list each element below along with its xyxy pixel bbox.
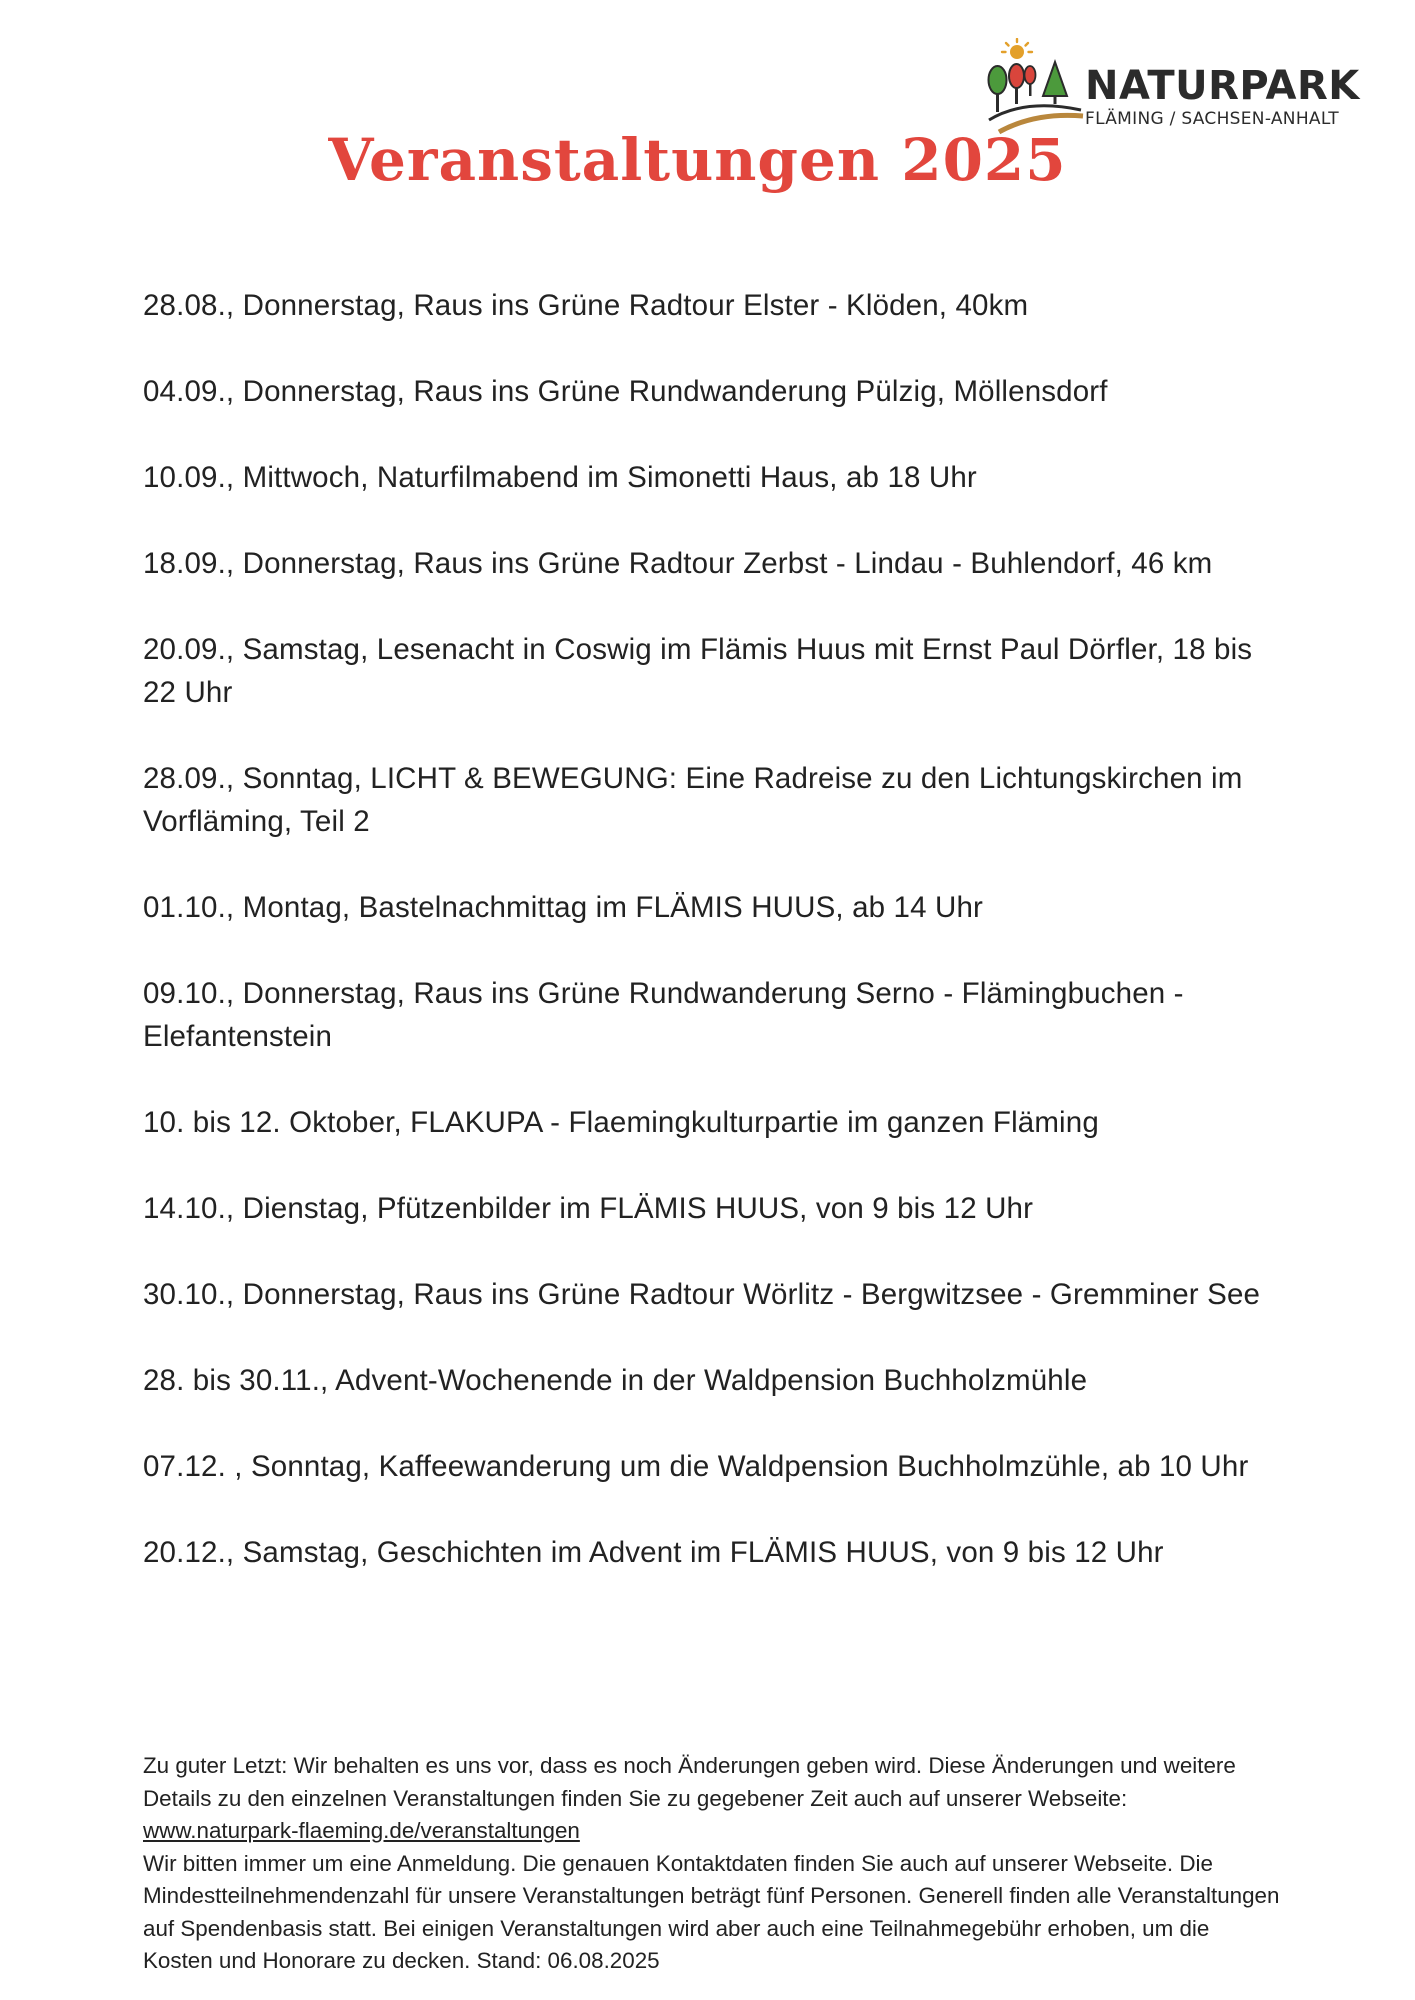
event-item: 10. bis 12. Oktober, FLAKUPA - Flaemingkulturpartie im ganzen Fläming	[143, 1106, 1099, 1139]
event-item: 01.10., Montag, Bastelnachmittag im FLÄMIS HUUS, ab 14 Uhr	[143, 891, 983, 924]
page-title: Veranstaltungen 2025	[328, 126, 1067, 194]
footer-notes	[143, 1750, 1283, 1978]
notes-paragraph	[143, 1750, 1283, 1848]
event-item: 20.09., Samstag, Lesenacht in Coswig im Flämis Huus mit Ernst Paul Dörfler, 18 bis 22 Uhr	[143, 633, 1253, 709]
event-item: 28.09., Sonntag, LICHT & BEWEGUNG: Eine Radreise zu den Lichtungskirchen im Vorfläming, Teil 2	[143, 762, 1243, 838]
event-item: 28.08., Donnerstag, Raus ins Grüne Radtour Elster - Klöden, 40km	[143, 289, 1029, 322]
naturpark-logo	[985, 38, 1385, 138]
event-list	[143, 284, 1283, 1617]
notes-intro: Zu guter Letzt: Wir behalten es uns vor, dass es noch Änderungen geben wird. Diese Änderungen und weitere Details zu den einzelnen Veranstaltungen finden Sie zu gegebener Zeit auch auf unserer Webseite:	[143, 1753, 1236, 1811]
naturpark-tree-sun-icon	[985, 38, 1085, 138]
event-item: 07.12. , Sonntag, Kaffeewanderung um die Waldpension Buchholmzühle, ab 10 Uhr	[143, 1450, 1249, 1483]
event-item: 28. bis 30.11., Advent-Wochenende in der Waldpension Buchholzmühle	[143, 1364, 1088, 1397]
notes-registration: Wir bitten immer um eine Anmeldung. Die genauen Kontaktdaten finden Sie auch auf unserer Webseite. Die Mindestteilnehmendenzahl für unsere Veranstaltungen beträgt fünf Personen. Generell finden alle Veranstaltungen auf Spendenbasis statt. Bei einigen Veranstaltungen wird aber auch eine Teilnahmegebühr erhoben, um die Kosten und Honorare zu decken. Stand: 06.08.2025	[143, 1850, 1280, 1973]
events-website-link[interactable]: www.naturpark-flaeming.de/veranstaltungen	[143, 1818, 580, 1843]
event-item: 18.09., Donnerstag, Raus ins Grüne Radtour Zerbst - Lindau - Buhlendorf, 46 km	[143, 547, 1213, 580]
event-item: 20.12., Samstag, Geschichten im Advent im FLÄMIS HUUS, von 9 bis 12 Uhr	[143, 1536, 1164, 1569]
logo-subtitle: FLÄMING / SACHSEN-ANHALT	[1085, 109, 1339, 129]
logo-name: NATURPARK	[1085, 63, 1360, 109]
event-item: 09.10., Donnerstag, Raus ins Grüne Rundwanderung Serno - Flämingbuchen - Elefantenstein	[143, 977, 1184, 1053]
event-item: 10.09., Mittwoch, Naturfilmabend im Simonetti Haus, ab 18 Uhr	[143, 461, 977, 494]
event-item: 30.10., Donnerstag, Raus ins Grüne Radtour Wörlitz - Bergwitzsee - Gremminer See	[143, 1278, 1261, 1311]
event-item: 04.09., Donnerstag, Raus ins Grüne Rundwanderung Pülzig, Möllensdorf	[143, 375, 1108, 408]
event-item: 14.10., Dienstag, Pfützenbilder im FLÄMIS HUUS, von 9 bis 12 Uhr	[143, 1192, 1034, 1225]
